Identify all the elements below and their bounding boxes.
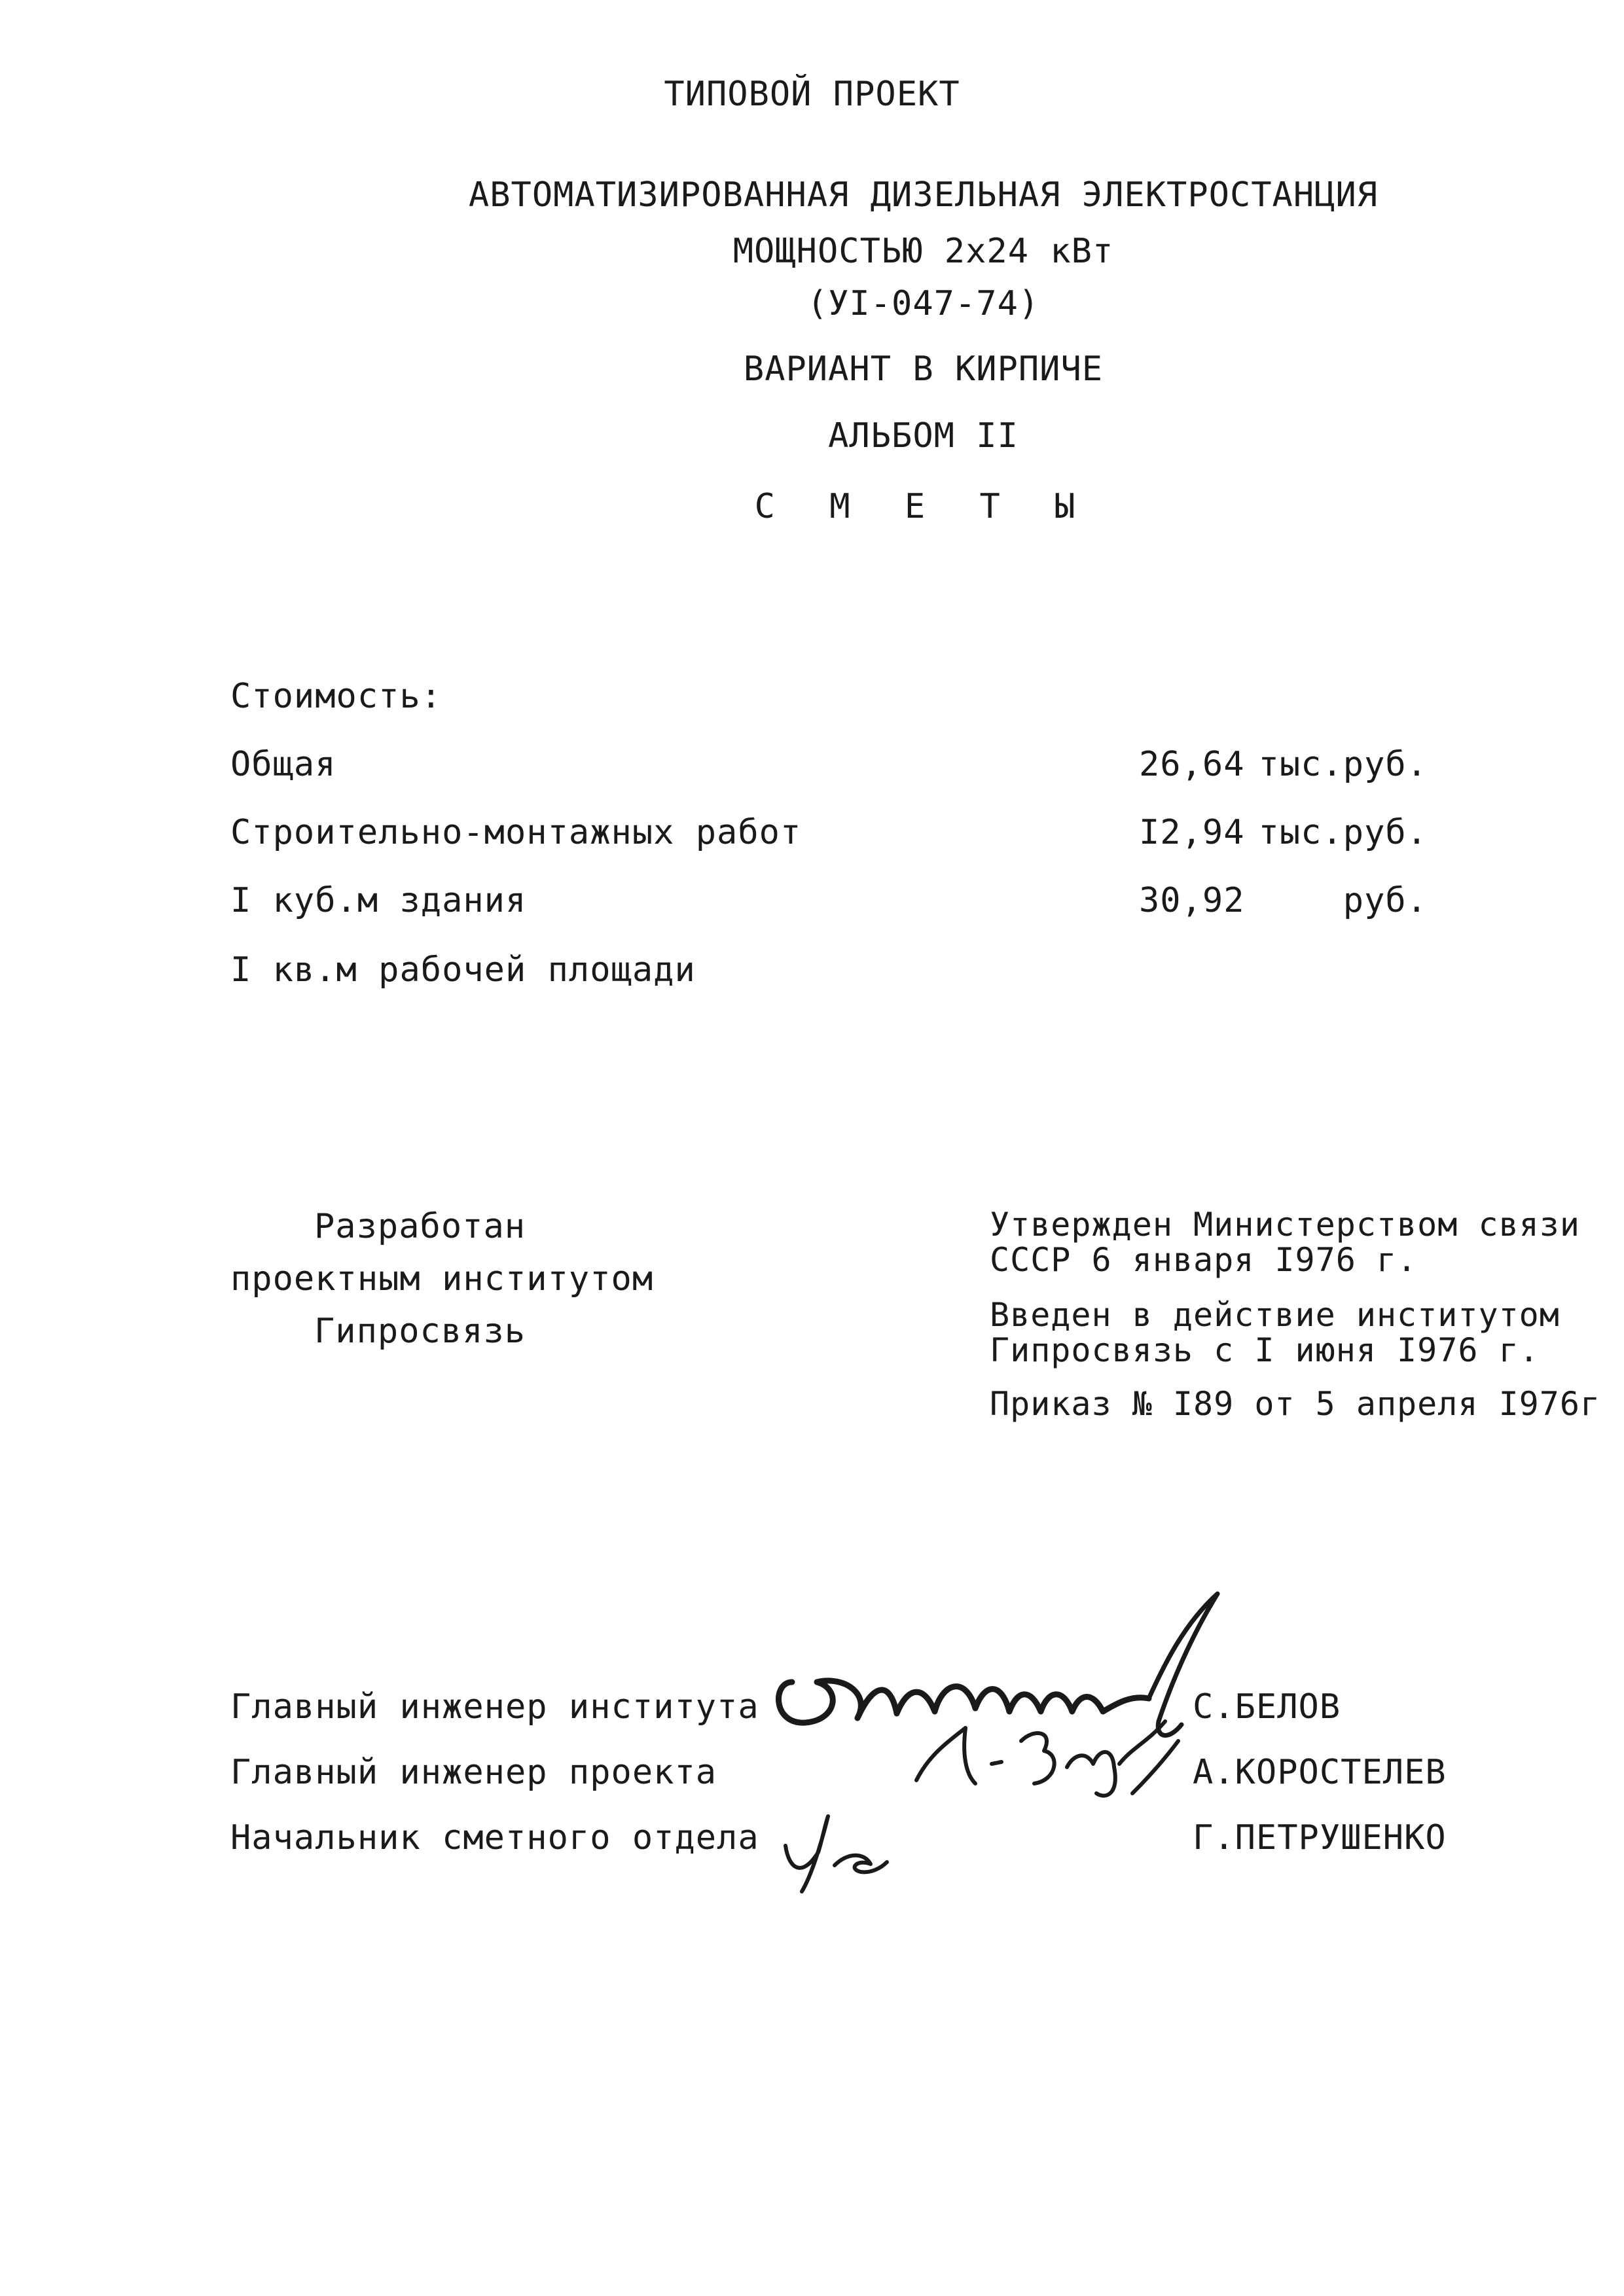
signature-name: А.КОРОСТЕЛЕВ (1193, 1753, 1447, 1792)
signature-name: С.БЕЛОВ (1193, 1687, 1341, 1727)
cost-value: 26,64 (1139, 745, 1245, 784)
section-title: С М Е Т Ы (754, 487, 1092, 526)
signature-role: Главный инженер института (230, 1687, 759, 1727)
approved-line-2: СССР 6 января I976 г. (990, 1241, 1418, 1279)
cost-unit: тыс.руб. (1258, 745, 1428, 784)
album-title: АЛЬБОМ II (828, 416, 1019, 456)
developer-line-3: Гипросвязь (314, 1312, 526, 1351)
order-line: Приказ № I89 от 5 апреля I976г (990, 1385, 1601, 1423)
enacted-line-1: Введен в действие институтом (990, 1296, 1560, 1334)
cost-label: I кв.м рабочей площади (230, 950, 696, 990)
developer-line-1: Разработан (314, 1207, 526, 1246)
approved-line-1: Утвержден Министерством связи (990, 1206, 1580, 1244)
signature-role: Начальник сметного отдела (230, 1818, 759, 1857)
cost-value: I2,94 (1139, 813, 1245, 852)
signature-chief-engineer-project (903, 1702, 1191, 1806)
title-line-1: АВТОМАТИЗИРОВАННАЯ ДИЗЕЛЬНАЯ ЭЛЕКТРОСТАНЦИЯ (468, 175, 1379, 215)
cost-label: Общая (230, 745, 336, 784)
developer-line-2: проектным институтом (230, 1259, 654, 1299)
cost-label: Строительно-монтажных работ (230, 813, 802, 852)
signature-role: Главный инженер проекта (230, 1753, 717, 1792)
cost-value: 30,92 (1139, 881, 1245, 920)
cost-label: I куб.м здания (230, 881, 527, 920)
cost-heading: Стоимость: (230, 677, 442, 716)
cost-unit: тыс.руб. (1258, 813, 1428, 852)
project-code: (УI-047-74) (806, 284, 1040, 323)
signature-head-estimate-department (772, 1806, 903, 1898)
title-line-2: МОЩНОСТЬЮ 2х24 кВт (732, 232, 1114, 271)
cost-unit: руб. (1343, 881, 1428, 920)
document-kind: ТИПОВОЙ ПРОЕКТ (664, 75, 960, 114)
enacted-line-2: Гипросвязь с I июня I976 г. (990, 1331, 1540, 1369)
signature-name: Г.ПЕТРУШЕНКО (1193, 1818, 1447, 1857)
variant-title: ВАРИАНТ В КИРПИЧЕ (743, 350, 1104, 389)
